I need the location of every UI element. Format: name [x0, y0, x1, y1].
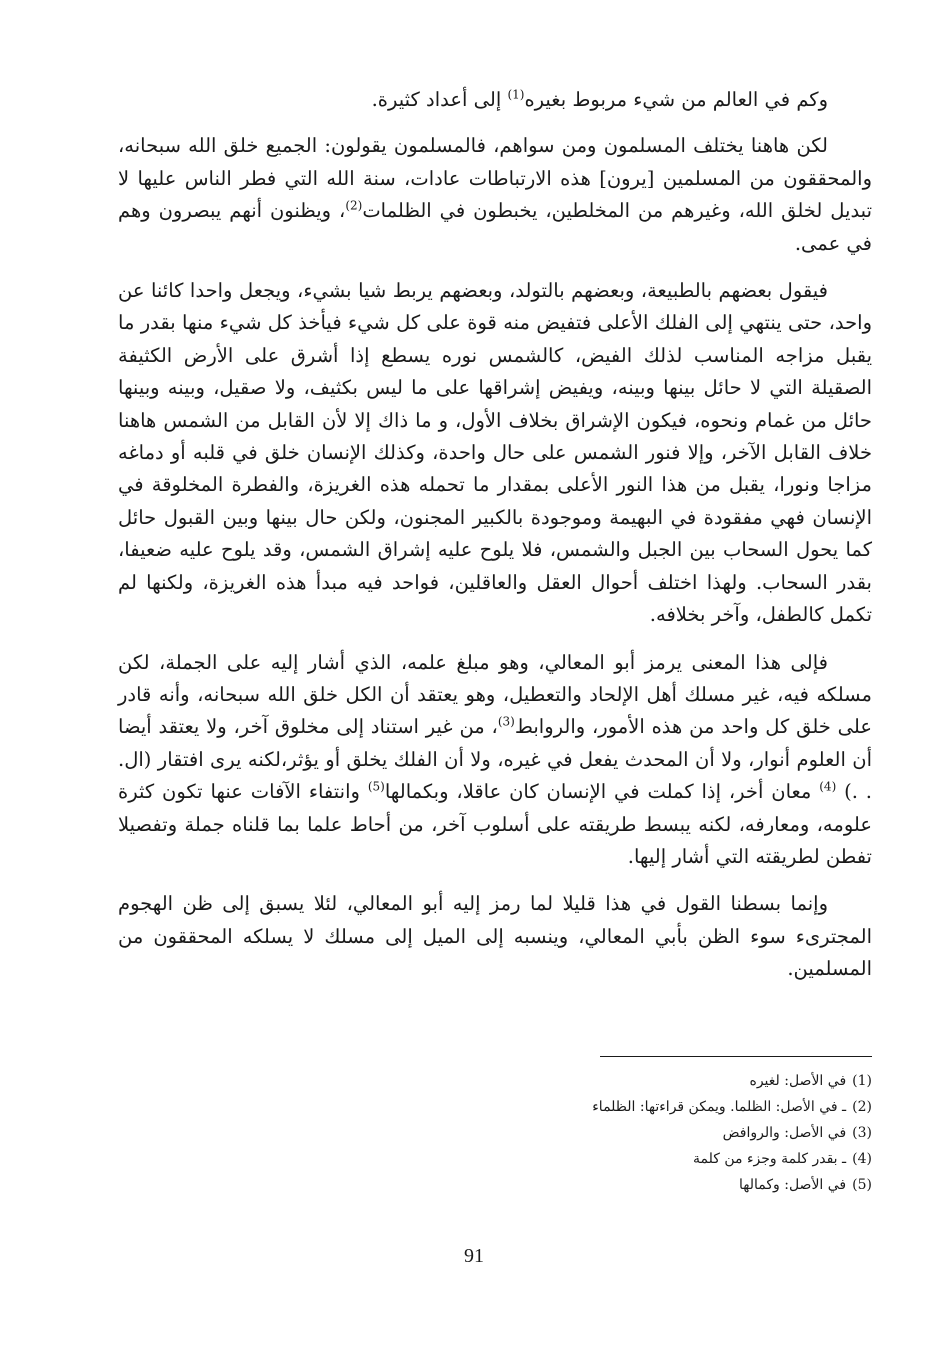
footnote-separator [600, 1056, 872, 1057]
footnote-number: (1) [852, 1073, 872, 1089]
paragraph-2 [118, 130, 872, 260]
paragraph-text: معان أخر، إذا كملت في الإنسان كان عاقلا، وبكمالها [384, 780, 820, 804]
footnote-ref: (2) [345, 198, 363, 213]
footnote-ref: (1) [507, 87, 525, 102]
paragraph-text: إلى أعداد كثيرة. [371, 88, 508, 111]
page-body [118, 84, 872, 1001]
footnote-number: (2) [852, 1099, 872, 1115]
paragraph-text: وانتفاء الآفات عنها تكون كثرة علومه، ومعارفه، لكنه يبسط طريقته على أسلوب آخر، من أحاط علما بما قلناه جملة وتفصيلا تفطن لطريقته التي أشار إليها. [118, 780, 872, 868]
paragraph-3 [118, 275, 872, 631]
footnotes [272, 1068, 872, 1198]
paragraph-text: ، من غير استناد إلى مخلوق آخر، ولا يعتقد أيضا أن العلوم أنوار، ولا أن المحدث يفعل في غيره، ولا أن الفلك يخلق أو يؤثر،لكنه يرى افتقار (ال. . .) [118, 715, 872, 804]
footnote-5 [272, 1172, 872, 1198]
footnote-ref: (3) [497, 714, 515, 729]
paragraph-text: وإنما بسطنا القول في هذا قليلا لما رمز إليه أبو المعالي، لئلا يسبق إلى ظن الهجوم المجترىء سوء الظن بأبي المعالي، وينسبه إلى الميل إلى مسلك لا يسلكه المحققون من المسلمين. [118, 892, 872, 981]
footnote-number: (3) [852, 1125, 872, 1141]
paragraph-text: فإلى هذا المعنى يرمز أبو المعالي، وهو مبلغ علمه، الذي أشار إليه على الجملة، لكن مسلكه فيه، غير مسلك أهل الإلحاد والتعطيل، وهو يعتقد أن الكل خلق الله سبحانه، وأنه قادر على خلق كل واحد من هذه الأمور، والروابط [118, 650, 873, 739]
footnote-number: (5) [852, 1177, 872, 1193]
footnote-1 [272, 1068, 872, 1094]
footnote-text: في الأصل: والروافض [722, 1125, 847, 1141]
paragraph-4 [118, 647, 872, 874]
paragraph-5 [118, 888, 872, 985]
page-number: 91 [464, 1245, 484, 1267]
footnote-2 [272, 1094, 872, 1120]
paragraph-text: لكن هاهنا يختلف المسلمون ومن سواهم، فالمسلمون يقولون: الجميع خلق الله سبحانه، والمحققون من المسلمين [يرون] هذه الارتباطات عادات، سنة الله التي فطر الناس عليها لا تبديل لخلق الله، وغيرهم من المخلطين، يخبطون في الظلمات [118, 134, 872, 223]
footnote-3 [272, 1120, 872, 1146]
footnote-text: في الأصل: وكمالها [739, 1177, 847, 1193]
footnote-text: ـ في الأصل: الظلما. ويمكن قراءتها: الظلماء [592, 1099, 847, 1115]
paragraph-text: ، ويظنون أنهم يبصرون وهم في عمى. [118, 199, 872, 255]
footnote-text: ـ بقدر كلمة وجزء من كلمة [693, 1151, 847, 1167]
footnote-text: في الأصل: لغيره [749, 1073, 847, 1089]
paragraph-text: فيقول بعضهم بالطبيعة، وبعضهم بالتولد، وبعضهم يربط شيا بشيء، ويجعل واحدا كائنا عن واحد، حتى ينتهي إلى الفلك الأعلى فتفيض منه قوة على كل شيء فيأخذ كل شيء منها بقدر ما يقبل مزاجه المناسب لذلك الفيض، كالشمس نوره يسطع إذا أشرق على الأرض الكثيفة الصقيلة التي لا حائل بينها وبينه، ويفيض إشراقها على ما ليس بكثيف، ولا صقيل، وبينه وبينها حائل من غمام ونحوه، فيكون الإشراق بخلاف الأول، و ما ذاك إلا لأن القابل من الشمس هاهنا خلاف القابل الآخر، وإلا فنور الشمس على حال واحدة، وكذلك الإنسان خلق في قلبه أو دماغه مزاجا ونورا، يقبل من هذا النور الأعلى بمقدار ما تحمله هذه الغريزة، والفطرة المخلوقة في الإنسان فهي مفقودة في البهيمة وموجودة بالكبير المجنون، ولكن حال بينها وبين القبول حائل كما يحول السحاب بين الجبل والشمس، فلا يلوح عليه إشراق الشمس، وقد يلوح عليه ضعيفا، بقدر السحاب. ولهذا اختلف أحوال العقل والعاقلين، فواحد فيه مبدأ هذه الغريزة، ولكنها لم تكمل كالطفل، وآخر بخلافه. [118, 279, 872, 627]
footnote-4 [272, 1146, 872, 1172]
paragraph-1 [118, 84, 872, 116]
paragraph-text: وكم في العالم من شيء مربوط بغيره [524, 88, 828, 111]
footnote-number: (4) [852, 1151, 872, 1167]
footnote-ref: (4) [819, 779, 837, 794]
footnote-ref: (5) [367, 779, 385, 794]
